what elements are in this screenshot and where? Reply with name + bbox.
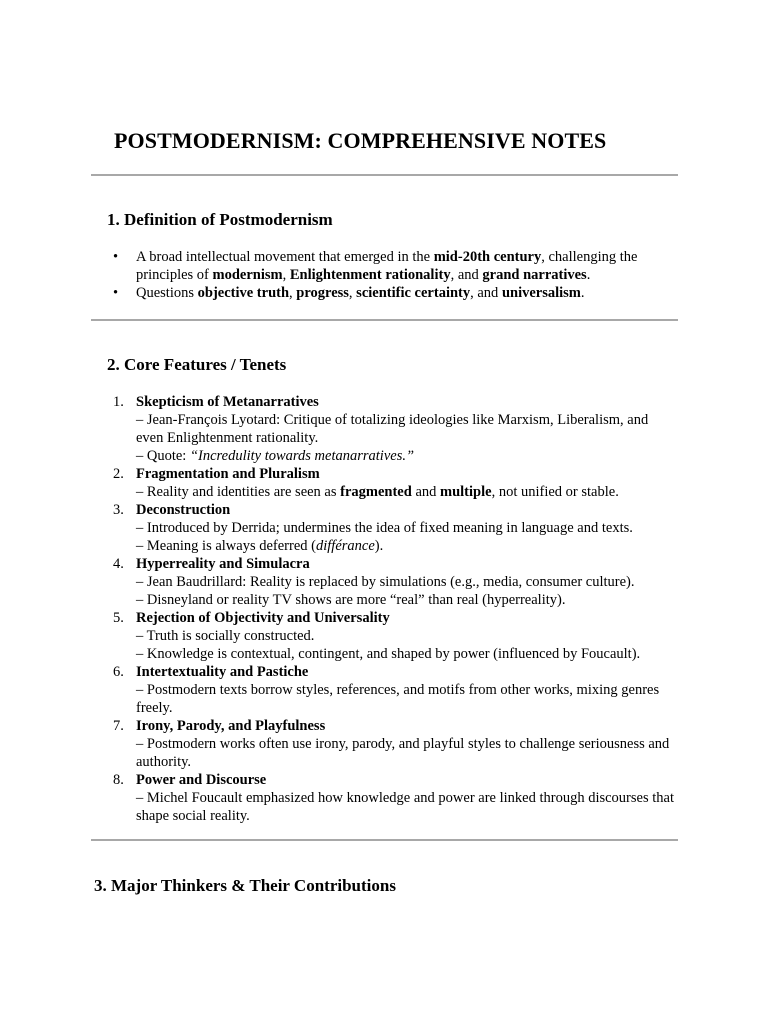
text-run: and	[411, 484, 440, 500]
text-run: ,	[289, 285, 297, 301]
bullet-item	[113, 248, 673, 284]
tenet-detail	[136, 537, 676, 555]
text-run: – Reality and identities are seen as	[136, 484, 341, 500]
tenet-detail	[136, 591, 676, 609]
divider	[91, 319, 678, 321]
bold-text: Enlightenment rationality	[289, 267, 451, 283]
tenet-item	[110, 771, 676, 825]
text-run: ).	[374, 538, 384, 554]
bold-text: grand narratives	[482, 267, 587, 283]
text-run: – Postmodern texts borrow styles, references, and motifs from other works, mixing genres freely.	[136, 682, 660, 716]
tenet-item	[110, 663, 676, 717]
bold-text: scientific certainty	[356, 285, 471, 301]
tenet-title: Fragmentation and Pluralism	[136, 466, 320, 482]
tenet-item	[110, 609, 676, 663]
text-run: , and	[450, 267, 483, 283]
text-run: – Michel Foucault emphasized how knowledge and power are linked through discourses that shape social reality.	[136, 790, 674, 824]
text-run: , not unified or stable.	[491, 484, 619, 500]
text-run: – Meaning is always deferred (	[136, 538, 316, 554]
list-number: 7.	[113, 718, 124, 734]
core-features-list	[110, 393, 676, 825]
tenet-title: Skepticism of Metanarratives	[136, 394, 319, 410]
list-number: 6.	[113, 664, 124, 680]
tenet-detail	[136, 681, 676, 717]
text-run: , challenging the principles of	[136, 249, 638, 283]
bold-text: modernism	[212, 267, 283, 283]
text-run: .	[580, 285, 585, 301]
text-run: Questions	[136, 285, 198, 301]
tenet-item	[110, 393, 676, 465]
bold-text: multiple	[440, 484, 492, 500]
bold-text: fragmented	[340, 484, 412, 500]
bold-text: mid-20th century	[433, 249, 542, 265]
text-run: – Knowledge is contextual, contingent, and shaped by power (influenced by Foucault).	[136, 646, 641, 662]
text-run: – Jean Baudrillard: Reality is replaced by simulations (e.g., media, consumer culture).	[136, 574, 635, 590]
tenet-detail	[136, 573, 676, 591]
tenet-item	[110, 717, 676, 771]
italic-text: différance	[315, 538, 375, 554]
list-number: 2.	[113, 466, 124, 482]
text-run: .	[586, 267, 591, 283]
tenet-title: Deconstruction	[136, 502, 231, 518]
list-number: 4.	[113, 556, 124, 572]
text-run: – Postmodern works often use irony, parody, and playful styles to challenge seriousness and authority.	[136, 736, 670, 770]
bold-text: objective truth	[197, 285, 290, 301]
text-run: ,	[348, 285, 357, 301]
tenet-title: Intertextuality and Pastiche	[136, 664, 309, 680]
text-run: – Jean-François Lyotard: Critique of totalizing ideologies like Marxism, Liberalism, and even Enlightenment rationality.	[136, 412, 649, 446]
tenet-detail	[136, 789, 676, 825]
text-run: – Disneyland or reality TV shows are more “real” than real (hyperreality).	[136, 592, 566, 608]
text-run: – Quote:	[136, 448, 190, 464]
list-number: 5.	[113, 610, 124, 626]
tenet-detail	[136, 519, 676, 537]
list-number: 1.	[113, 394, 124, 410]
divider	[91, 174, 678, 176]
bullet-item	[113, 284, 673, 302]
tenet-item	[110, 501, 676, 555]
tenet-detail	[136, 411, 676, 447]
section-heading-definition: 1. Definition of Postmodernism	[107, 210, 333, 229]
text-run: A broad intellectual movement that emerged in the	[136, 249, 434, 265]
italic-text: “Incredulity towards metanarratives.”	[189, 448, 415, 464]
bullet-icon: •	[113, 249, 119, 265]
text-run: – Truth is socially constructed.	[136, 628, 315, 644]
tenet-detail	[136, 627, 676, 645]
text-run: ,	[282, 267, 290, 283]
bold-text: universalism	[501, 285, 581, 301]
section-heading-core-features: 2. Core Features / Tenets	[107, 355, 287, 374]
tenet-detail	[136, 447, 676, 465]
tenet-detail	[136, 483, 676, 501]
tenet-title: Rejection of Objectivity and Universality	[136, 610, 390, 626]
bullet-icon: •	[113, 285, 119, 301]
text-run: , and	[470, 285, 502, 301]
tenet-item	[110, 465, 676, 501]
section-heading-major-thinkers: 3. Major Thinkers & Their Contributions	[94, 876, 396, 895]
page-title: POSTMODERNISM: COMPREHENSIVE NOTES	[114, 128, 607, 153]
text-run: – Introduced by Derrida; undermines the idea of fixed meaning in language and texts.	[136, 520, 633, 536]
tenet-detail	[136, 735, 676, 771]
list-number: 3.	[113, 502, 124, 518]
definition-bullet-list	[113, 248, 673, 302]
tenet-title: Irony, Parody, and Playfulness	[136, 718, 326, 734]
divider	[91, 839, 678, 841]
tenet-title: Hyperreality and Simulacra	[136, 556, 310, 572]
list-number: 8.	[113, 772, 124, 788]
bold-text: progress	[296, 285, 349, 301]
tenet-detail	[136, 645, 676, 663]
tenet-title: Power and Discourse	[136, 772, 267, 788]
tenet-item	[110, 555, 676, 609]
